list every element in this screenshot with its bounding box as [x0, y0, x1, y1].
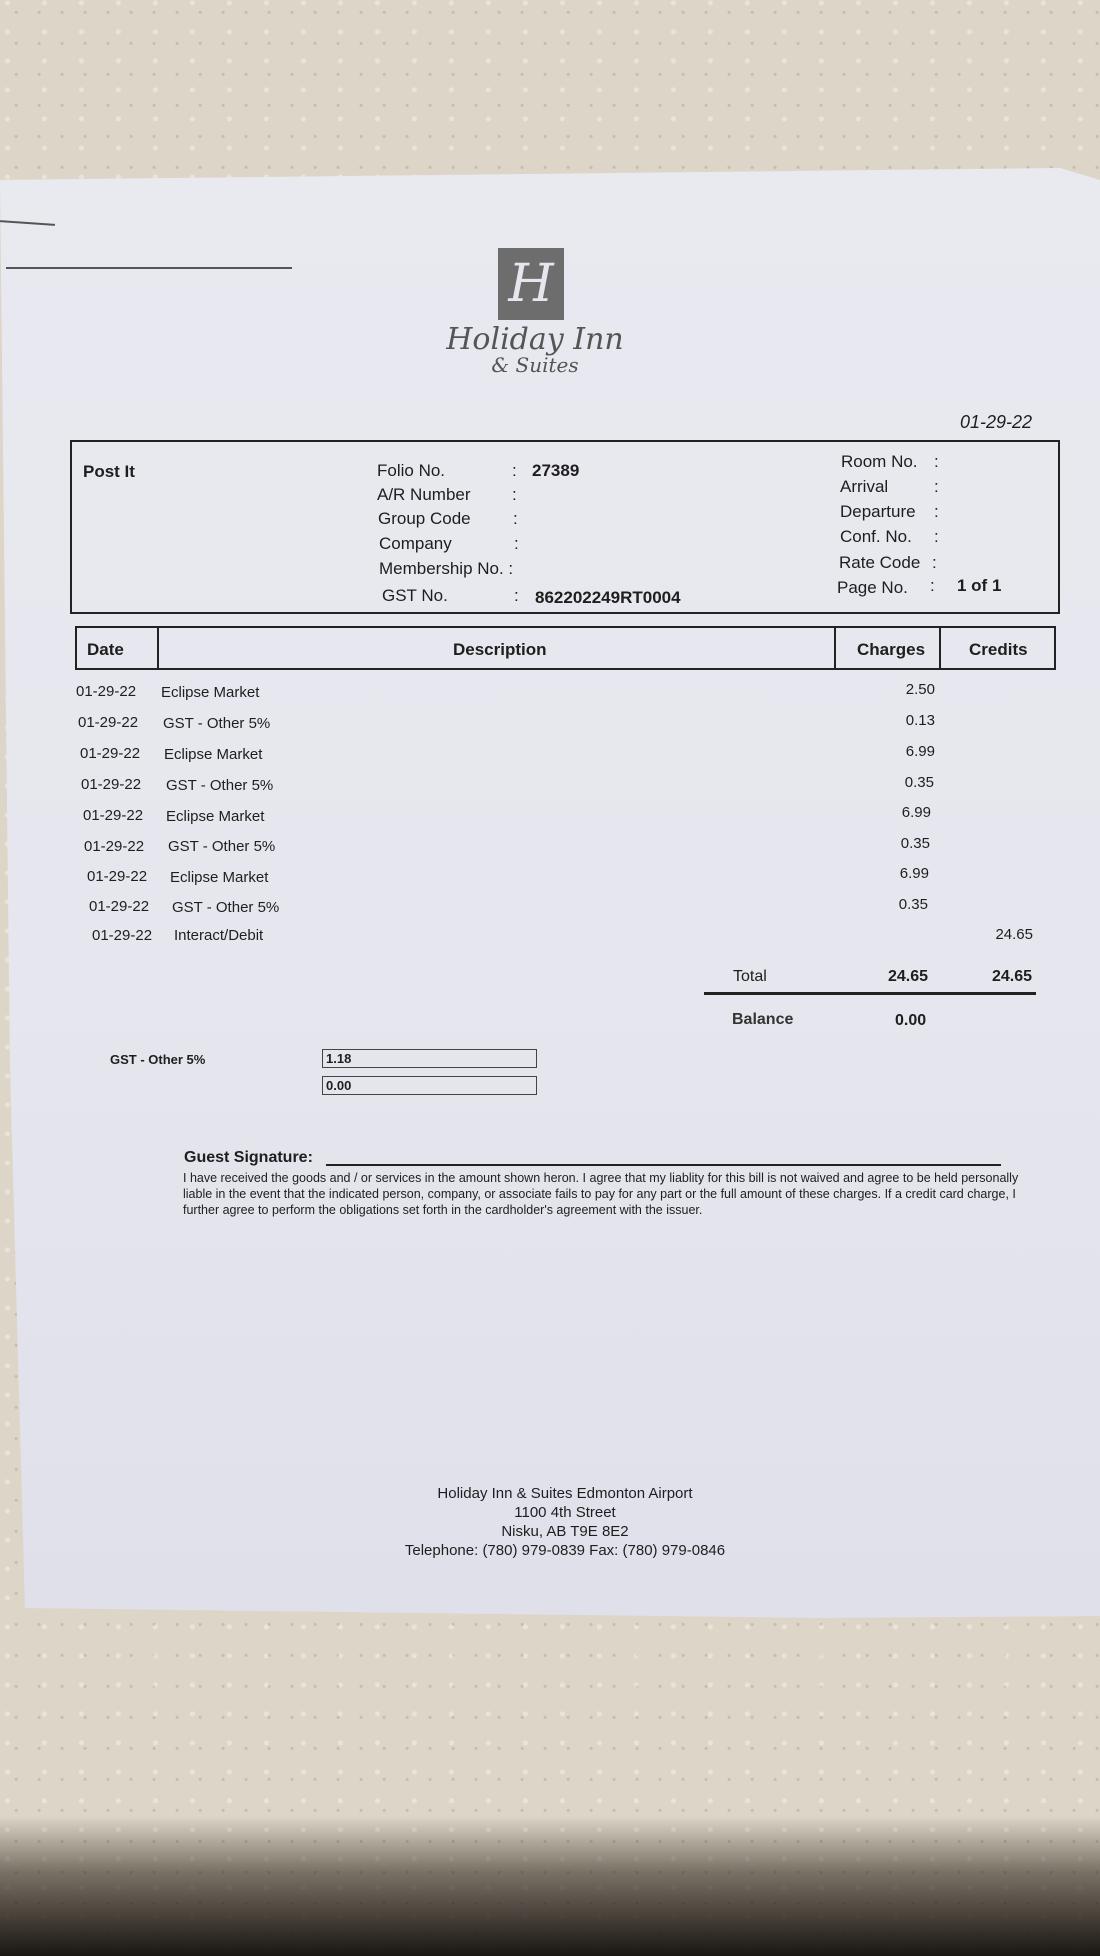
gst-number-value: 862202249RT0004 [535, 588, 681, 607]
folio-label: Folio No. [377, 461, 446, 480]
row-description: GST - Other 5% [172, 899, 280, 916]
row-date: 01-29-22 [83, 807, 144, 824]
folio-date: 01-29-22 [960, 412, 1033, 432]
row-description: Eclipse Market [164, 746, 263, 763]
colon: : [934, 477, 939, 496]
signature-label: Guest Signature: [184, 1149, 313, 1166]
colon: : [512, 461, 517, 480]
row-date: 01-29-22 [78, 714, 139, 731]
row-date: 01-29-22 [84, 838, 145, 855]
signature-line [326, 1164, 1001, 1166]
tax-secondary-box: 0.00 [322, 1076, 537, 1095]
colon: : [932, 553, 937, 572]
folio-paper [0, 168, 1100, 1618]
brand-logo [440, 322, 630, 377]
row-charge: 0.35 [900, 835, 930, 852]
row-description: Interact/Debit [174, 927, 264, 944]
row-charge: 6.99 [905, 743, 935, 760]
colon: : [513, 509, 518, 528]
page-number-label: Page No. [837, 578, 908, 597]
footer-phone: Telephone: (780) 979-0839 Fax: (780) 979-0846 [404, 1542, 726, 1559]
rate-code-label: Rate Code [839, 553, 921, 572]
row-date: 01-29-22 [92, 927, 153, 944]
room-number-label: Room No. [841, 452, 918, 471]
row-charge: 0.35 [904, 774, 934, 791]
row-credit: 24.65 [995, 926, 1033, 943]
balance-value: 0.00 [895, 1012, 927, 1029]
total-charges: 24.65 [887, 968, 928, 985]
row-date: 01-29-22 [89, 898, 150, 915]
charges-column-header: Charges [857, 640, 926, 659]
table-header [75, 626, 1056, 670]
row-date: 01-29-22 [80, 745, 141, 762]
row-charge: 6.99 [899, 865, 929, 882]
colon: : [934, 452, 939, 471]
signature-disclaimer: I have received the goods and / or services in the amount shown heron. I agree that my liablity for this bill is not waived and agree to be held personally liable in the event that the indicated person, company, or associate fails to pay for any part or the full amount of these charges. If a credit card charge, I further agree to perform the obligations set forth in the cardholder's agreement with the issuer. [183, 1171, 1019, 1217]
row-charge: 2.50 [905, 681, 935, 698]
holiday-inn-h-logo-icon: H [498, 248, 564, 320]
group-code-label: Group Code [378, 509, 471, 528]
colon: : [514, 586, 519, 605]
colon: : [514, 534, 519, 553]
shadow [0, 1816, 1100, 1956]
total-divider [704, 992, 1036, 995]
ar-number-label: A/R Number [377, 485, 471, 504]
row-charge: 6.99 [901, 804, 931, 821]
page-number-value: 1 of 1 [957, 576, 1002, 595]
folio-value: 27389 [532, 461, 580, 480]
credits-column-header: Credits [969, 640, 1028, 659]
row-charge: 0.35 [898, 896, 928, 913]
date-column-header: Date [87, 640, 124, 659]
tax-value-box: 1.18 [322, 1049, 537, 1068]
balance-label: Balance [732, 1011, 794, 1028]
row-description: Eclipse Market [170, 869, 269, 886]
arrival-label: Arrival [840, 477, 889, 496]
colon: : [512, 485, 517, 504]
scribble-mark [6, 267, 292, 269]
brand-sub: & Suites [491, 353, 579, 377]
footer-city: Nisku, AB T9E 8E2 [501, 1523, 629, 1540]
description-column-header: Description [453, 640, 547, 659]
footer-hotel-name: Holiday Inn & Suites Edmonton Airport [437, 1485, 693, 1502]
gst-number-label: GST No. [382, 586, 448, 605]
company-label: Company [379, 534, 452, 553]
row-date: 01-29-22 [76, 683, 137, 700]
row-description: Eclipse Market [161, 684, 260, 701]
row-date: 01-29-22 [81, 776, 142, 793]
row-charge: 0.13 [905, 712, 935, 729]
guest-name: Post It [83, 462, 135, 481]
row-description: GST - Other 5% [163, 715, 271, 732]
total-label: Total [733, 968, 767, 985]
row-date: 01-29-22 [87, 868, 148, 885]
row-description: GST - Other 5% [166, 777, 274, 794]
row-description: GST - Other 5% [168, 838, 276, 855]
total-credits: 24.65 [991, 968, 1032, 985]
colon: : [930, 576, 935, 595]
conf-number-label: Conf. No. [840, 527, 912, 546]
departure-label: Departure [840, 502, 916, 521]
brand-name: Holiday Inn [446, 322, 624, 357]
footer-street: 1100 4th Street [514, 1504, 616, 1521]
membership-label: Membership No. : [379, 559, 514, 578]
row-description: Eclipse Market [166, 808, 265, 825]
hotel-address [390, 1484, 740, 1560]
tax-label: GST - Other 5% [110, 1052, 206, 1067]
colon: : [934, 502, 939, 521]
colon: : [934, 527, 939, 546]
